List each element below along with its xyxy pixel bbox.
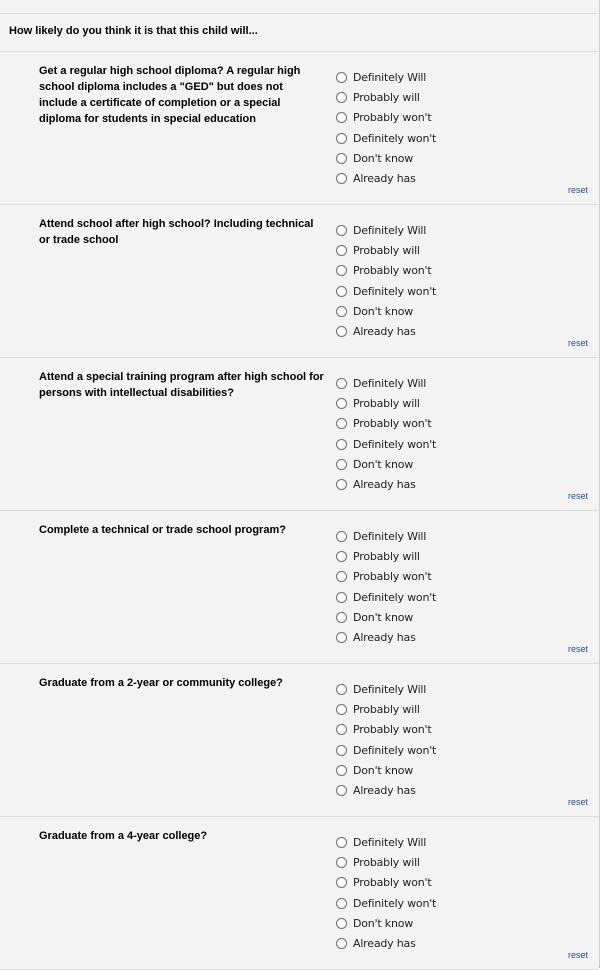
radio-button[interactable] (336, 592, 347, 603)
radio-button[interactable] (336, 326, 347, 337)
radio-button[interactable] (336, 938, 347, 949)
answer-option[interactable] (336, 780, 436, 800)
answer-option[interactable] (336, 220, 436, 240)
option-label: Probably won't (353, 570, 432, 584)
option-label: Probably won't (353, 417, 432, 431)
answer-option[interactable] (336, 87, 436, 107)
option-label: Probably will (353, 549, 420, 563)
radio-button[interactable] (336, 745, 347, 756)
radio-button[interactable] (336, 785, 347, 796)
option-label: Definitely Will (353, 529, 427, 543)
answer-option[interactable] (336, 893, 436, 913)
answer-option[interactable] (336, 128, 436, 148)
radio-button[interactable] (336, 378, 347, 389)
question-prompt: How likely do you think it is that this child will... (9, 25, 258, 37)
answer-option[interactable] (336, 67, 436, 87)
option-label: Probably will (353, 396, 420, 410)
answer-option[interactable] (336, 474, 436, 494)
answer-options (336, 526, 436, 648)
radio-button[interactable] (336, 398, 347, 409)
radio-button[interactable] (336, 265, 347, 276)
option-label: Definitely Will (353, 835, 427, 849)
question-row (0, 205, 599, 358)
answer-options (336, 373, 436, 495)
option-label: Don't know (353, 610, 414, 624)
option-label: Definitely won't (353, 590, 437, 604)
option-label: Probably won't (353, 264, 432, 278)
option-label: Don't know (353, 304, 414, 318)
answer-option[interactable] (336, 301, 436, 321)
option-label: Definitely Will (353, 70, 427, 84)
question-text: Attend school after high school? Including technical or trade school (39, 218, 314, 246)
radio-button[interactable] (336, 225, 347, 236)
option-label: Already has (353, 172, 416, 186)
answer-option[interactable] (336, 168, 436, 188)
question-row (0, 664, 599, 817)
radio-button[interactable] (336, 571, 347, 582)
reset-link[interactable]: reset (567, 185, 588, 195)
option-label: Don't know (353, 151, 414, 165)
option-label: Probably will (353, 90, 420, 104)
question-row (0, 358, 599, 511)
answer-option[interactable] (336, 148, 436, 168)
radio-button[interactable] (336, 704, 347, 715)
answer-option[interactable] (336, 740, 436, 760)
question-row (0, 52, 599, 205)
radio-button[interactable] (336, 439, 347, 450)
radio-button[interactable] (336, 418, 347, 429)
radio-button[interactable] (336, 72, 347, 83)
question-row (0, 817, 599, 970)
option-label: Definitely won't (353, 896, 437, 910)
answer-options (336, 67, 436, 189)
answer-option[interactable] (336, 913, 436, 933)
option-label: Probably will (353, 855, 420, 869)
answer-option[interactable] (336, 760, 436, 780)
question-text: Attend a special training program after high school for persons with intellectual disabilities? (39, 371, 324, 399)
option-label: Already has (353, 325, 416, 339)
answer-option[interactable] (336, 261, 436, 281)
answer-option[interactable] (336, 321, 436, 341)
answer-option[interactable] (336, 720, 436, 740)
radio-button[interactable] (336, 531, 347, 542)
option-label: Definitely Will (353, 682, 427, 696)
answer-option[interactable] (336, 587, 436, 607)
answer-option[interactable] (336, 108, 436, 128)
reset-link[interactable]: reset (567, 491, 588, 501)
option-label: Already has (353, 784, 416, 798)
reset-link[interactable]: reset (567, 644, 588, 654)
option-label: Don't know (353, 916, 414, 930)
answer-options (336, 220, 436, 342)
radio-button[interactable] (336, 112, 347, 123)
answer-option[interactable] (336, 546, 436, 566)
answer-option[interactable] (336, 414, 436, 434)
question-text: Graduate from a 4-year college? (39, 830, 208, 842)
option-label: Probably won't (353, 723, 432, 737)
answer-option[interactable] (336, 933, 436, 953)
radio-button[interactable] (336, 153, 347, 164)
question-text: Get a regular high school diploma? A regular high school diploma includes a "GED" but does not include a certificate of completion or a special diploma for students in special education (39, 65, 301, 125)
radio-button[interactable] (336, 92, 347, 103)
option-label: Don't know (353, 763, 414, 777)
radio-button[interactable] (336, 898, 347, 909)
answer-options (336, 832, 436, 954)
answer-option[interactable] (336, 393, 436, 413)
radio-button[interactable] (336, 133, 347, 144)
answer-option[interactable] (336, 373, 436, 393)
radio-button[interactable] (336, 724, 347, 735)
option-label: Probably won't (353, 876, 432, 890)
answer-option[interactable] (336, 873, 436, 893)
reset-link[interactable]: reset (567, 338, 588, 348)
reset-link[interactable]: reset (567, 950, 588, 960)
option-label: Already has (353, 937, 416, 951)
radio-button[interactable] (336, 857, 347, 868)
radio-button[interactable] (336, 286, 347, 297)
answer-option[interactable] (336, 852, 436, 872)
answer-option[interactable] (336, 627, 436, 647)
radio-button[interactable] (336, 877, 347, 888)
radio-button[interactable] (336, 479, 347, 490)
top-strip (0, 0, 599, 14)
option-label: Probably will (353, 702, 420, 716)
radio-button[interactable] (336, 837, 347, 848)
option-label: Probably won't (353, 111, 432, 125)
radio-button[interactable] (336, 245, 347, 256)
answer-option[interactable] (336, 454, 436, 474)
radio-button[interactable] (336, 551, 347, 562)
answer-option[interactable] (336, 607, 436, 627)
answer-option[interactable] (336, 526, 436, 546)
radio-button[interactable] (336, 173, 347, 184)
option-label: Definitely won't (353, 437, 437, 451)
question-header (0, 14, 599, 52)
answer-option[interactable] (336, 281, 436, 301)
option-label: Don't know (353, 457, 414, 471)
option-label: Already has (353, 631, 416, 645)
question-text: Graduate from a 2-year or community college? (39, 677, 283, 689)
radio-button[interactable] (336, 918, 347, 929)
answer-option[interactable] (336, 434, 436, 454)
question-text: Complete a technical or trade school program? (39, 524, 286, 536)
reset-link[interactable]: reset (567, 797, 588, 807)
option-label: Definitely Will (353, 376, 427, 390)
radio-button[interactable] (336, 632, 347, 643)
answer-option[interactable] (336, 699, 436, 719)
radio-button[interactable] (336, 459, 347, 470)
radio-button[interactable] (336, 612, 347, 623)
answer-option[interactable] (336, 567, 436, 587)
answer-option[interactable] (336, 832, 436, 852)
option-label: Probably will (353, 243, 420, 257)
radio-button[interactable] (336, 306, 347, 317)
option-label: Definitely won't (353, 131, 437, 145)
option-label: Already has (353, 478, 416, 492)
answer-option[interactable] (336, 240, 436, 260)
radio-button[interactable] (336, 765, 347, 776)
answer-option[interactable] (336, 679, 436, 699)
option-label: Definitely won't (353, 743, 437, 757)
option-label: Definitely Will (353, 223, 427, 237)
question-row (0, 511, 599, 664)
answer-options (336, 679, 436, 801)
option-label: Definitely won't (353, 284, 437, 298)
radio-button[interactable] (336, 684, 347, 695)
